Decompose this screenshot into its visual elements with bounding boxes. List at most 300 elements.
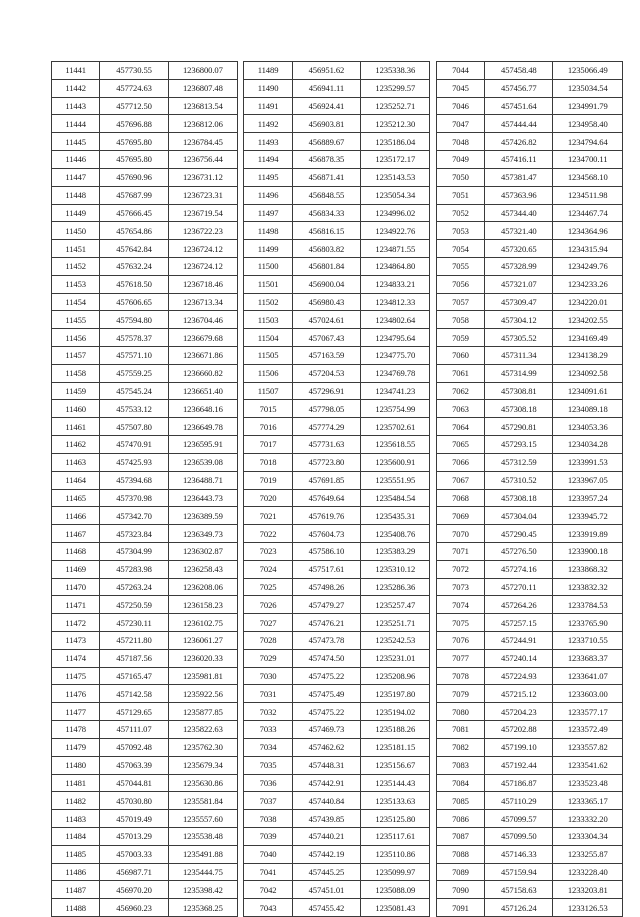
point-number-cell: 7024 <box>244 560 292 578</box>
point-number-cell: 7015 <box>244 400 292 418</box>
table-row <box>52 774 623 792</box>
point-number-cell: 7020 <box>244 489 292 507</box>
y-coordinate-cell: 1234996.02 <box>361 204 430 222</box>
y-coordinate-cell: 1235491.88 <box>168 845 237 863</box>
point-number-cell: 11489 <box>244 62 292 80</box>
y-coordinate-cell: 1236258.43 <box>168 560 237 578</box>
x-coordinate-cell: 456970.20 <box>100 881 168 899</box>
x-coordinate-cell: 457311.34 <box>485 347 553 365</box>
table-row <box>52 667 623 685</box>
y-coordinate-cell: 1235099.97 <box>361 863 430 881</box>
x-coordinate-cell: 457654.86 <box>100 222 168 240</box>
y-coordinate-cell: 1235066.49 <box>553 62 623 80</box>
y-coordinate-cell: 1236208.06 <box>168 578 237 596</box>
y-coordinate-cell: 1236722.23 <box>168 222 237 240</box>
point-number-cell: 7081 <box>436 721 484 739</box>
y-coordinate-cell: 1233683.37 <box>553 649 623 667</box>
y-coordinate-cell: 1236539.08 <box>168 453 237 471</box>
y-coordinate-cell: 1233577.17 <box>553 703 623 721</box>
point-number-cell: 7080 <box>436 703 484 721</box>
y-coordinate-cell: 1234922.76 <box>361 222 430 240</box>
x-coordinate-cell: 457215.12 <box>485 685 553 703</box>
y-coordinate-cell: 1233957.24 <box>553 489 623 507</box>
table-row <box>52 382 623 400</box>
x-coordinate-cell: 457451.01 <box>292 881 360 899</box>
x-coordinate-cell: 457024.61 <box>292 311 360 329</box>
point-number-cell: 7043 <box>244 899 292 917</box>
y-coordinate-cell: 1235618.55 <box>361 436 430 454</box>
x-coordinate-cell: 457606.65 <box>100 293 168 311</box>
y-coordinate-cell: 1235251.71 <box>361 614 430 632</box>
y-coordinate-cell: 1234775.70 <box>361 347 430 365</box>
point-number-cell: 7090 <box>436 881 484 899</box>
x-coordinate-cell: 457426.82 <box>485 133 553 151</box>
point-number-cell: 11503 <box>244 311 292 329</box>
x-coordinate-cell: 456987.71 <box>100 863 168 881</box>
point-number-cell: 11501 <box>244 275 292 293</box>
y-coordinate-cell: 1234138.29 <box>553 347 623 365</box>
point-number-cell: 7063 <box>436 400 484 418</box>
x-coordinate-cell: 457498.26 <box>292 578 360 596</box>
x-coordinate-cell: 457063.39 <box>100 756 168 774</box>
point-number-cell: 7053 <box>436 222 484 240</box>
point-number-cell: 7077 <box>436 649 484 667</box>
y-coordinate-cell: 1236800.07 <box>168 62 237 80</box>
point-number-cell: 7039 <box>244 827 292 845</box>
point-number-cell: 7087 <box>436 827 484 845</box>
x-coordinate-cell: 457204.53 <box>292 364 360 382</box>
x-coordinate-cell: 457381.47 <box>485 168 553 186</box>
y-coordinate-cell: 1233541.62 <box>553 756 623 774</box>
point-number-cell: 11471 <box>52 596 100 614</box>
y-coordinate-cell: 1234568.10 <box>553 168 623 186</box>
point-number-cell: 11505 <box>244 347 292 365</box>
point-number-cell: 11469 <box>52 560 100 578</box>
point-number-cell: 7026 <box>244 596 292 614</box>
x-coordinate-cell: 457328.99 <box>485 257 553 275</box>
x-coordinate-cell: 456848.55 <box>292 186 360 204</box>
point-number-cell: 11468 <box>52 542 100 560</box>
y-coordinate-cell: 1236595.91 <box>168 436 237 454</box>
point-number-cell: 7070 <box>436 525 484 543</box>
point-number-cell: 7067 <box>436 471 484 489</box>
table-row <box>52 721 623 739</box>
point-number-cell: 7025 <box>244 578 292 596</box>
point-number-cell: 11482 <box>52 792 100 810</box>
y-coordinate-cell: 1234091.61 <box>553 382 623 400</box>
x-coordinate-cell: 457594.80 <box>100 311 168 329</box>
x-coordinate-cell: 457649.64 <box>292 489 360 507</box>
point-number-cell: 7042 <box>244 881 292 899</box>
table-row <box>52 560 623 578</box>
point-number-cell: 7048 <box>436 133 484 151</box>
table-row <box>52 79 623 97</box>
point-number-cell: 7017 <box>244 436 292 454</box>
point-number-cell: 11480 <box>52 756 100 774</box>
x-coordinate-cell: 457619.76 <box>292 507 360 525</box>
y-coordinate-cell: 1234769.78 <box>361 364 430 382</box>
x-coordinate-cell: 456951.62 <box>292 62 360 80</box>
x-coordinate-cell: 457202.88 <box>485 721 553 739</box>
y-coordinate-cell: 1235630.86 <box>168 774 237 792</box>
table-row <box>52 400 623 418</box>
x-coordinate-cell: 457444.44 <box>485 115 553 133</box>
y-coordinate-cell: 1235408.76 <box>361 525 430 543</box>
point-number-cell: 11463 <box>52 453 100 471</box>
y-coordinate-cell: 1235208.96 <box>361 667 430 685</box>
y-coordinate-cell: 1234169.49 <box>553 329 623 347</box>
point-number-cell: 7085 <box>436 792 484 810</box>
y-coordinate-cell: 1233203.81 <box>553 881 623 899</box>
x-coordinate-cell: 457469.73 <box>292 721 360 739</box>
y-coordinate-cell: 1235702.61 <box>361 418 430 436</box>
point-number-cell: 7060 <box>436 347 484 365</box>
table-row <box>52 151 623 169</box>
point-number-cell: 11496 <box>244 186 292 204</box>
x-coordinate-cell: 457308.18 <box>485 489 553 507</box>
point-number-cell: 7084 <box>436 774 484 792</box>
point-number-cell: 7035 <box>244 756 292 774</box>
point-number-cell: 7069 <box>436 507 484 525</box>
point-number-cell: 11472 <box>52 614 100 632</box>
y-coordinate-cell: 1234089.18 <box>553 400 623 418</box>
x-coordinate-cell: 457586.10 <box>292 542 360 560</box>
point-number-cell: 11460 <box>52 400 100 418</box>
table-row <box>52 293 623 311</box>
y-coordinate-cell: 1236020.33 <box>168 649 237 667</box>
y-coordinate-cell: 1233765.90 <box>553 614 623 632</box>
x-coordinate-cell: 457691.85 <box>292 471 360 489</box>
point-number-cell: 11495 <box>244 168 292 186</box>
table-row <box>52 703 623 721</box>
point-number-cell: 7068 <box>436 489 484 507</box>
y-coordinate-cell: 1234991.79 <box>553 97 623 115</box>
table-row <box>52 240 623 258</box>
point-number-cell: 11481 <box>52 774 100 792</box>
x-coordinate-cell: 456980.43 <box>292 293 360 311</box>
y-coordinate-cell: 1236724.12 <box>168 257 237 275</box>
point-number-cell: 7031 <box>244 685 292 703</box>
x-coordinate-cell: 457067.43 <box>292 329 360 347</box>
y-coordinate-cell: 1236704.46 <box>168 311 237 329</box>
point-number-cell: 7016 <box>244 418 292 436</box>
y-coordinate-cell: 1235754.99 <box>361 400 430 418</box>
table-row <box>52 168 623 186</box>
x-coordinate-cell: 456903.81 <box>292 115 360 133</box>
x-coordinate-cell: 456960.23 <box>100 899 168 917</box>
point-number-cell: 11470 <box>52 578 100 596</box>
x-coordinate-cell: 457475.49 <box>292 685 360 703</box>
table-row <box>52 863 623 881</box>
x-coordinate-cell: 457165.47 <box>100 667 168 685</box>
y-coordinate-cell: 1235110.86 <box>361 845 430 863</box>
x-coordinate-cell: 457442.19 <box>292 845 360 863</box>
x-coordinate-cell: 456889.67 <box>292 133 360 151</box>
y-coordinate-cell: 1233304.34 <box>553 827 623 845</box>
y-coordinate-cell: 1233126.53 <box>553 899 623 917</box>
x-coordinate-cell: 457308.81 <box>485 382 553 400</box>
y-coordinate-cell: 1234700.11 <box>553 151 623 169</box>
y-coordinate-cell: 1235557.60 <box>168 810 237 828</box>
y-coordinate-cell: 1236651.40 <box>168 382 237 400</box>
x-coordinate-cell: 457320.65 <box>485 240 553 258</box>
point-number-cell: 7079 <box>436 685 484 703</box>
y-coordinate-cell: 1235538.48 <box>168 827 237 845</box>
point-number-cell: 7054 <box>436 240 484 258</box>
point-number-cell: 7091 <box>436 899 484 917</box>
y-coordinate-cell: 1236724.12 <box>168 240 237 258</box>
x-coordinate-cell: 457276.50 <box>485 542 553 560</box>
point-number-cell: 11507 <box>244 382 292 400</box>
y-coordinate-cell: 1235257.47 <box>361 596 430 614</box>
y-coordinate-cell: 1235444.75 <box>168 863 237 881</box>
x-coordinate-cell: 457723.80 <box>292 453 360 471</box>
y-coordinate-cell: 1234467.74 <box>553 204 623 222</box>
point-number-cell: 11476 <box>52 685 100 703</box>
x-coordinate-cell: 457309.47 <box>485 293 553 311</box>
x-coordinate-cell: 456871.41 <box>292 168 360 186</box>
y-coordinate-cell: 1233572.49 <box>553 721 623 739</box>
y-coordinate-cell: 1233710.55 <box>553 632 623 650</box>
x-coordinate-cell: 457533.12 <box>100 400 168 418</box>
point-number-cell: 11459 <box>52 382 100 400</box>
y-coordinate-cell: 1235242.53 <box>361 632 430 650</box>
x-coordinate-cell: 457230.11 <box>100 614 168 632</box>
point-number-cell: 7027 <box>244 614 292 632</box>
x-coordinate-cell: 457442.91 <box>292 774 360 792</box>
y-coordinate-cell: 1233228.40 <box>553 863 623 881</box>
x-coordinate-cell: 457204.23 <box>485 703 553 721</box>
x-coordinate-cell: 457142.58 <box>100 685 168 703</box>
x-coordinate-cell: 457370.98 <box>100 489 168 507</box>
table-row <box>52 792 623 810</box>
x-coordinate-cell: 456878.35 <box>292 151 360 169</box>
y-coordinate-cell: 1235822.63 <box>168 721 237 739</box>
point-number-cell: 11441 <box>52 62 100 80</box>
x-coordinate-cell: 457310.52 <box>485 471 553 489</box>
x-coordinate-cell: 457199.10 <box>485 738 553 756</box>
x-coordinate-cell: 457559.25 <box>100 364 168 382</box>
y-coordinate-cell: 1235398.42 <box>168 881 237 899</box>
point-number-cell: 7058 <box>436 311 484 329</box>
y-coordinate-cell: 1235338.36 <box>361 62 430 80</box>
table-row <box>52 525 623 543</box>
table-row <box>52 899 623 917</box>
y-coordinate-cell: 1234741.23 <box>361 382 430 400</box>
x-coordinate-cell: 457019.49 <box>100 810 168 828</box>
coordinate-table-body <box>52 62 623 917</box>
y-coordinate-cell: 1233945.72 <box>553 507 623 525</box>
x-coordinate-cell: 457798.05 <box>292 400 360 418</box>
table-row <box>52 471 623 489</box>
point-number-cell: 7051 <box>436 186 484 204</box>
point-number-cell: 11479 <box>52 738 100 756</box>
x-coordinate-cell: 457293.15 <box>485 436 553 454</box>
table-row <box>52 222 623 240</box>
y-coordinate-cell: 1236488.71 <box>168 471 237 489</box>
x-coordinate-cell: 457712.50 <box>100 97 168 115</box>
point-number-cell: 7030 <box>244 667 292 685</box>
x-coordinate-cell: 457571.10 <box>100 347 168 365</box>
x-coordinate-cell: 457274.16 <box>485 560 553 578</box>
y-coordinate-cell: 1236812.06 <box>168 115 237 133</box>
x-coordinate-cell: 457363.96 <box>485 186 553 204</box>
point-number-cell: 11450 <box>52 222 100 240</box>
point-number-cell: 11506 <box>244 364 292 382</box>
y-coordinate-cell: 1235133.63 <box>361 792 430 810</box>
y-coordinate-cell: 1233967.05 <box>553 471 623 489</box>
y-coordinate-cell: 1235188.26 <box>361 721 430 739</box>
x-coordinate-cell: 457304.04 <box>485 507 553 525</box>
x-coordinate-cell: 457456.77 <box>485 79 553 97</box>
x-coordinate-cell: 457304.99 <box>100 542 168 560</box>
x-coordinate-cell: 456801.84 <box>292 257 360 275</box>
table-row <box>52 453 623 471</box>
point-number-cell: 11483 <box>52 810 100 828</box>
y-coordinate-cell: 1234202.55 <box>553 311 623 329</box>
point-number-cell: 11453 <box>52 275 100 293</box>
table-row <box>52 97 623 115</box>
point-number-cell: 11493 <box>244 133 292 151</box>
table-row <box>52 275 623 293</box>
point-number-cell: 11502 <box>244 293 292 311</box>
y-coordinate-cell: 1236671.86 <box>168 347 237 365</box>
x-coordinate-cell: 457687.99 <box>100 186 168 204</box>
y-coordinate-cell: 1234802.64 <box>361 311 430 329</box>
y-coordinate-cell: 1236061.27 <box>168 632 237 650</box>
x-coordinate-cell: 457321.40 <box>485 222 553 240</box>
point-number-cell: 7076 <box>436 632 484 650</box>
x-coordinate-cell: 457250.59 <box>100 596 168 614</box>
x-coordinate-cell: 457344.40 <box>485 204 553 222</box>
point-number-cell: 7073 <box>436 578 484 596</box>
y-coordinate-cell: 1233557.82 <box>553 738 623 756</box>
point-number-cell: 11465 <box>52 489 100 507</box>
point-number-cell: 11452 <box>52 257 100 275</box>
point-number-cell: 11488 <box>52 899 100 917</box>
table-row <box>52 62 623 80</box>
y-coordinate-cell: 1236302.87 <box>168 542 237 560</box>
x-coordinate-cell: 457158.63 <box>485 881 553 899</box>
x-coordinate-cell: 457290.45 <box>485 525 553 543</box>
x-coordinate-cell: 457264.26 <box>485 596 553 614</box>
y-coordinate-cell: 1236723.31 <box>168 186 237 204</box>
y-coordinate-cell: 1233255.87 <box>553 845 623 863</box>
point-number-cell: 7021 <box>244 507 292 525</box>
x-coordinate-cell: 457475.22 <box>292 703 360 721</box>
point-number-cell: 7034 <box>244 738 292 756</box>
y-coordinate-cell: 1234364.96 <box>553 222 623 240</box>
y-coordinate-cell: 1235034.54 <box>553 79 623 97</box>
y-coordinate-cell: 1235212.30 <box>361 115 430 133</box>
x-coordinate-cell: 457632.24 <box>100 257 168 275</box>
y-coordinate-cell: 1233919.89 <box>553 525 623 543</box>
y-coordinate-cell: 1236660.82 <box>168 364 237 382</box>
x-coordinate-cell: 457470.91 <box>100 436 168 454</box>
x-coordinate-cell: 457308.18 <box>485 400 553 418</box>
point-number-cell: 7065 <box>436 436 484 454</box>
y-coordinate-cell: 1236349.73 <box>168 525 237 543</box>
y-coordinate-cell: 1234092.58 <box>553 364 623 382</box>
point-number-cell: 7033 <box>244 721 292 739</box>
x-coordinate-cell: 456816.15 <box>292 222 360 240</box>
table-row <box>52 632 623 650</box>
x-coordinate-cell: 457476.21 <box>292 614 360 632</box>
point-number-cell: 7052 <box>436 204 484 222</box>
x-coordinate-cell: 457270.11 <box>485 578 553 596</box>
point-number-cell: 11490 <box>244 79 292 97</box>
x-coordinate-cell: 456803.82 <box>292 240 360 258</box>
x-coordinate-cell: 457475.22 <box>292 667 360 685</box>
point-number-cell: 11477 <box>52 703 100 721</box>
point-number-cell: 7023 <box>244 542 292 560</box>
table-row <box>52 347 623 365</box>
point-number-cell: 7071 <box>436 542 484 560</box>
point-number-cell: 7078 <box>436 667 484 685</box>
y-coordinate-cell: 1235383.29 <box>361 542 430 560</box>
y-coordinate-cell: 1235484.54 <box>361 489 430 507</box>
table-row <box>52 311 623 329</box>
x-coordinate-cell: 457192.44 <box>485 756 553 774</box>
y-coordinate-cell: 1236648.16 <box>168 400 237 418</box>
y-coordinate-cell: 1233868.32 <box>553 560 623 578</box>
y-coordinate-cell: 1234812.33 <box>361 293 430 311</box>
x-coordinate-cell: 457163.59 <box>292 347 360 365</box>
point-number-cell: 11498 <box>244 222 292 240</box>
y-coordinate-cell: 1233784.53 <box>553 596 623 614</box>
point-number-cell: 11504 <box>244 329 292 347</box>
table-row <box>52 649 623 667</box>
y-coordinate-cell: 1233603.00 <box>553 685 623 703</box>
y-coordinate-cell: 1234511.98 <box>553 186 623 204</box>
point-number-cell: 11486 <box>52 863 100 881</box>
point-number-cell: 7040 <box>244 845 292 863</box>
x-coordinate-cell: 457439.85 <box>292 810 360 828</box>
x-coordinate-cell: 457240.14 <box>485 649 553 667</box>
y-coordinate-cell: 1235551.95 <box>361 471 430 489</box>
y-coordinate-cell: 1236784.45 <box>168 133 237 151</box>
table-row <box>52 542 623 560</box>
x-coordinate-cell: 457473.78 <box>292 632 360 650</box>
x-coordinate-cell: 456834.33 <box>292 204 360 222</box>
x-coordinate-cell: 457545.24 <box>100 382 168 400</box>
x-coordinate-cell: 457474.50 <box>292 649 360 667</box>
x-coordinate-cell: 457099.57 <box>485 810 553 828</box>
y-coordinate-cell: 1235156.67 <box>361 756 430 774</box>
point-number-cell: 7074 <box>436 596 484 614</box>
point-number-cell: 7041 <box>244 863 292 881</box>
y-coordinate-cell: 1234795.64 <box>361 329 430 347</box>
point-number-cell: 11448 <box>52 186 100 204</box>
y-coordinate-cell: 1235310.12 <box>361 560 430 578</box>
x-coordinate-cell: 457257.15 <box>485 614 553 632</box>
table-row <box>52 489 623 507</box>
table-row <box>52 329 623 347</box>
y-coordinate-cell: 1235581.84 <box>168 792 237 810</box>
y-coordinate-cell: 1235981.81 <box>168 667 237 685</box>
y-coordinate-cell: 1236807.48 <box>168 79 237 97</box>
y-coordinate-cell: 1234864.80 <box>361 257 430 275</box>
y-coordinate-cell: 1235088.09 <box>361 881 430 899</box>
point-number-cell: 11474 <box>52 649 100 667</box>
x-coordinate-cell: 456900.04 <box>292 275 360 293</box>
point-number-cell: 11484 <box>52 827 100 845</box>
y-coordinate-cell: 1236102.75 <box>168 614 237 632</box>
y-coordinate-cell: 1233832.32 <box>553 578 623 596</box>
y-coordinate-cell: 1235194.02 <box>361 703 430 721</box>
y-coordinate-cell: 1233523.48 <box>553 774 623 792</box>
point-number-cell: 11464 <box>52 471 100 489</box>
